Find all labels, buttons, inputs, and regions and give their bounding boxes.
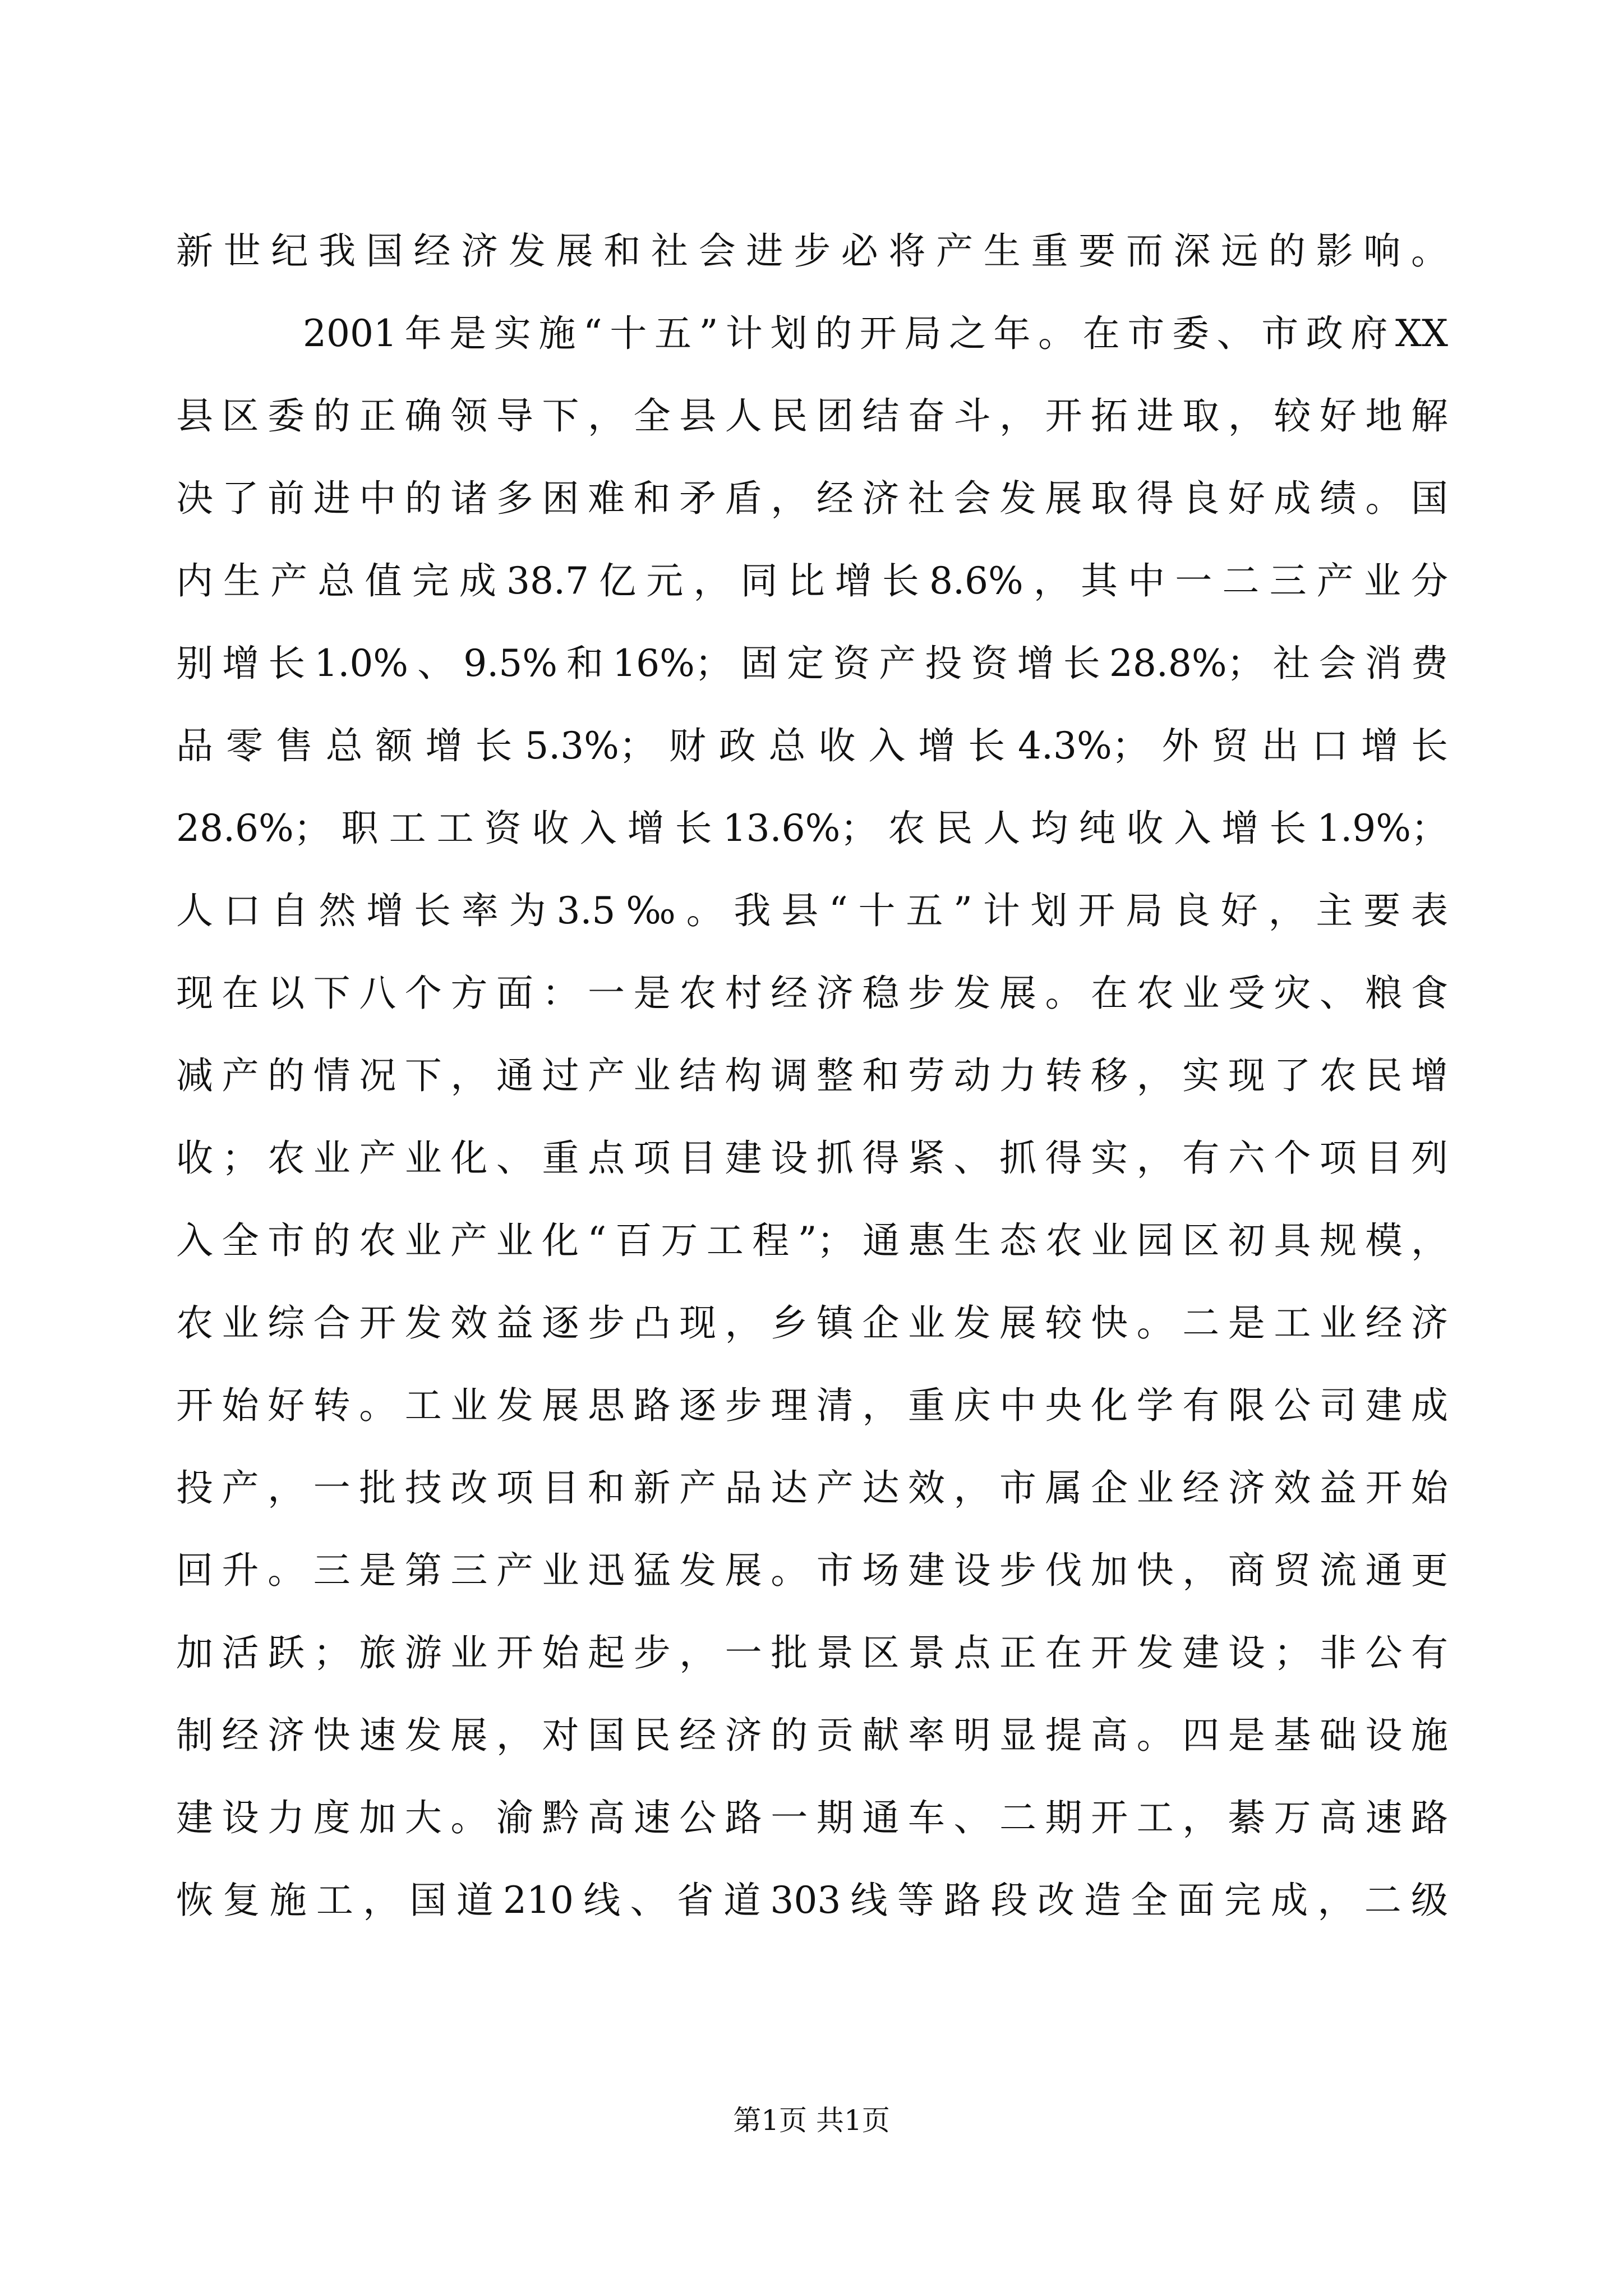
- text-line: 28.6%；职工工资收入增长13.6%；农民人均纯收入增长1.9%；: [176, 807, 1448, 850]
- text-line: 回升。三是第三产业迅猛发展。市场建设步伐加快，商贸流通更: [176, 1549, 1448, 1592]
- text-line: 品零售总额增长5.3%；财政总收入增长4.3%；外贸出口增长: [176, 724, 1448, 767]
- text-line: 建设力度加大。渝黔高速公路一期通车、二期开工，綦万高速路: [176, 1796, 1448, 1839]
- text-line: 加活跃；旅游业开始起步，一批景区景点正在开发建设；非公有: [176, 1631, 1448, 1674]
- document-body: [176, 210, 1448, 1941]
- text-line: 恢复施工，国道210线、省道303线等路段改造全面完成，二级: [176, 1879, 1448, 1922]
- text-line: 现在以下八个方面：一是农村经济稳步发展。在农业受灾、粮食: [176, 972, 1448, 1015]
- page-number: 第1页 共1页: [733, 2104, 890, 2137]
- text-line: 入全市的农业产业化“百万工程”；通惠生态农业园区初具规模，: [176, 1219, 1448, 1262]
- text-line: 县区委的正确领导下，全县人民团结奋斗，开拓进取，较好地解: [176, 394, 1448, 438]
- text-line: 开始好转。工业发展思路逐步理清，重庆中央化学有限公司建成: [176, 1384, 1448, 1427]
- text-line: 人口自然增长率为3.5‰。我县“十五”计划开局良好，主要表: [176, 889, 1448, 932]
- text-line: 别增长1.0%、9.5%和16%；固定资产投资增长28.8%；社会消费: [176, 642, 1448, 685]
- text-line: 制经济快速发展，对国民经济的贡献率明显提高。四是基础设施: [176, 1714, 1448, 1757]
- text-line: 收；农业产业化、重点项目建设抓得紧、抓得实，有六个项目列: [176, 1137, 1448, 1180]
- text-line: 农业综合开发效益逐步凸现，乡镇企业发展较快。二是工业经济: [176, 1301, 1448, 1345]
- paragraph-start-line: 2001年是实施“十五”计划的开局之年。在市委、市政府XX: [303, 312, 1448, 355]
- page-footer: [0, 2104, 1623, 2137]
- text-line: 投产，一批技改项目和新产品达产达效，市属企业经济效益开始: [176, 1466, 1448, 1510]
- text-line: 决了前进中的诸多困难和矛盾，经济社会发展取得良好成绩。国: [176, 477, 1448, 520]
- text-line: 内生产总值完成38.7亿元，同比增长8.6%，其中一二三产业分: [176, 559, 1448, 602]
- text-line: 减产的情况下，通过产业结构调整和劳动力转移，实现了农民增: [176, 1054, 1448, 1097]
- text-line: 新世纪我国经济发展和社会进步必将产生重要而深远的影响。: [176, 229, 1448, 273]
